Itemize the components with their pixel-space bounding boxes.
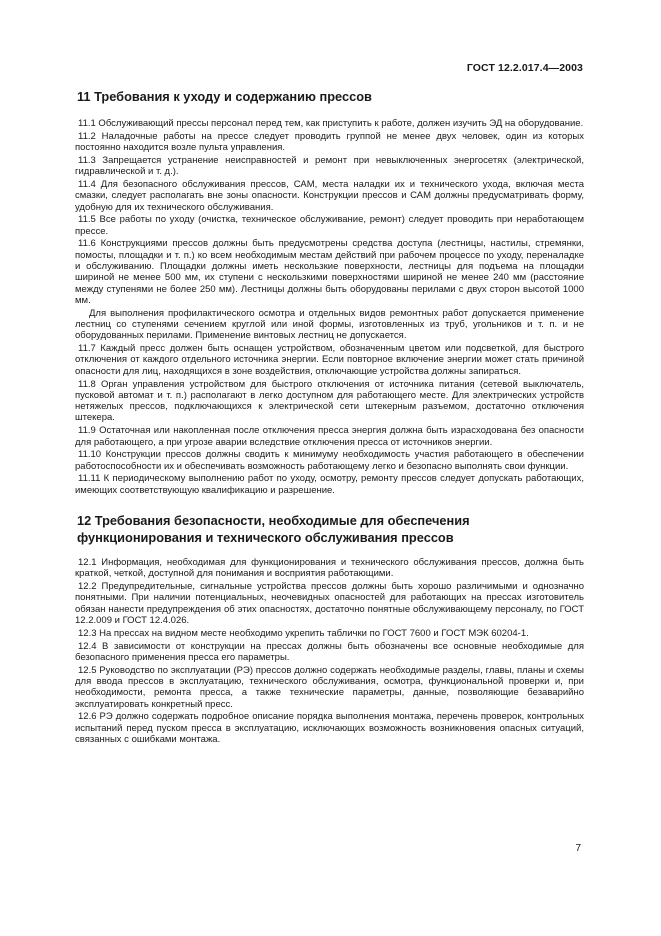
paragraph-11-2: 11.2 Наладочные работы на прессе следует проводить группой не менее двух человек, один из которых постоянно находится возле пульта управления. — [75, 130, 584, 154]
paragraph-11-8: 11.8 Орган управления устройством для быстрого отключения от источника питания (сетевой выключатель, пусковой автомат и т. п.) располагают в легко доступном для работающего месте. Для электрических устройств нетяжелых прессов, подключающихся к электрической сети штекерным разъемом, достаточно отключения штекера. — [75, 378, 584, 424]
paragraph-11-4: 11.4 Для безопасного обслуживания прессов, САМ, места наладки их и технического ухода, включая места смазки, следует располагать вне зоны опасности. Конструкции прессов и САМ должны предусматривать форму, удобную для их технического обслуживания. — [75, 178, 584, 213]
paragraph-11-5: 11.5 Все работы по уходу (очистка, техническое обслуживание, ремонт) следует проводить при неработающем прессе. — [75, 214, 584, 237]
paragraph-12-3: 12.3 На прессах на видном месте необходимо укрепить таблички по ГОСТ 7600 и ГОСТ МЭК 60204-1. — [78, 627, 529, 639]
paragraph-12-5: 12.5 Руководство по эксплуатации (РЭ) прессов должно содержать необходимые разделы, главы, планы и схемы для ввода прессов в эксплуатацию, технического обслуживания, осмотра, функциональной проверки и, при необходимости, ремонта пресса, а также технические параметры, данные, позволяющие безаварийно эксплуатировать конкретный пресс. — [75, 664, 584, 710]
paragraph-12-6: 12.6 РЭ должно содержать подробное описание порядка выполнения монтажа, перечень проверок, контрольных испытаний перед пуском пресса в эксплуатацию, исключающих возможность возникновения опасных ситуаций, связанных с ошибками монтажа. — [75, 711, 584, 745]
document-code: ГОСТ 12.2.017.4—2003 — [466, 62, 583, 74]
section-11-heading: 11 Требования к уходу и содержанию прессов — [77, 89, 372, 104]
paragraph-11-11: 11.11 К периодическому выполнению работ по уходу, осмотру, ремонту прессов следует допускать работающих, имеющих соответствующую квалификацию и разрешение. — [75, 473, 584, 496]
paragraph-11-7: 11.7 Каждый пресс должен быть оснащен устройством, обозначенным цветом или подсветкой, для быстрого отключения от каждого отдельного источника энергии. Если повторное включение энергии может стать причиной опасности для лиц, находящихся в зоне воздействия, отключающие устройства должны запираться. — [75, 343, 584, 377]
paragraph-12-1: 12.1 Информация, необходимая для функционирования и технического обслуживания прессов, должна быть краткой, четкой, доступной для понимания и восприятия работающими. — [75, 557, 584, 580]
section-12-heading-line2: функционирования и технического обслуживания прессов — [77, 530, 454, 545]
section-12-heading — [75, 512, 584, 546]
paragraph-11-10: 11.10 Конструкции прессов должны сводить к минимуму необходимость участия работающего в обеспечении работоспособности их и обеспечивать возможность работающему легко и безопасно выполнять свои функции. — [75, 449, 584, 472]
paragraph-12-2: 12.2 Предупредительные, сигнальные устройства прессов должны быть хорошо различимыми и однозначно понятными. При наличии потенциальных, неочевидных опасностей для работающих на прессах изготовитель обязан нанести предупреждения об этих опасностях, достаточно понятные обслуживающему персоналу, по ГОСТ 12.2.009 и ГОСТ 12.4.026. — [75, 581, 584, 626]
page-content — [75, 88, 584, 747]
paragraph-12-4: 12.4 В зависимости от конструкции на прессах должны быть обозначены все основные необходимые для безопасного применения пресса его параметры. — [75, 640, 584, 663]
paragraph-11-1: 11.1 Обслуживающий прессы персонал перед тем, как приступить к работе, должен изучить ЭД на оборудование. — [78, 118, 584, 129]
paragraph-11-6-cont: Для выполнения профилактического осмотра и отдельных видов ремонтных работ допускается применение лестниц со ступенями сечением круглой или иной формы, изготовленных из труб, угольников и т. п. и не оборудованных перилами. Применение винтовых лестниц не допускается. — [75, 307, 584, 342]
paragraph-11-9: 11.9 Остаточная или накопленная после отключения пресса энергия должна быть израсходована без опасности для работающего, а при угрозе аварии вследствие отключения пресса от источников энергии. — [75, 425, 584, 448]
section-12-heading-line1: 12 Требования безопасности, необходимые для обеспечения — [77, 513, 470, 528]
paragraph-11-6: 11.6 Конструкциями прессов должны быть предусмотрены средства доступа (лестницы, настилы, стремянки, помосты, площадки и т. п.) ко всем необходимым местам действий при рабочем процессе по уходу, переналадке и обслуживанию. Площадки должны иметь нескользкие поверхности, лестницы для подъема на площадки шириной не менее 500 мм, их ступени с нескользкими поверхностями шириной не менее 240 мм (расстояние между ступенями не более 250 мм). Лестницы должны быть оборудованы перилами с двух сторон высотой 1000 мм. — [75, 238, 584, 306]
paragraph-11-3: 11.3 Запрещается устранение неисправностей и ремонт при невыключенных энергосетях (электрической, гидравлической и т. д.). — [75, 154, 584, 178]
page-number: 7 — [575, 843, 581, 854]
